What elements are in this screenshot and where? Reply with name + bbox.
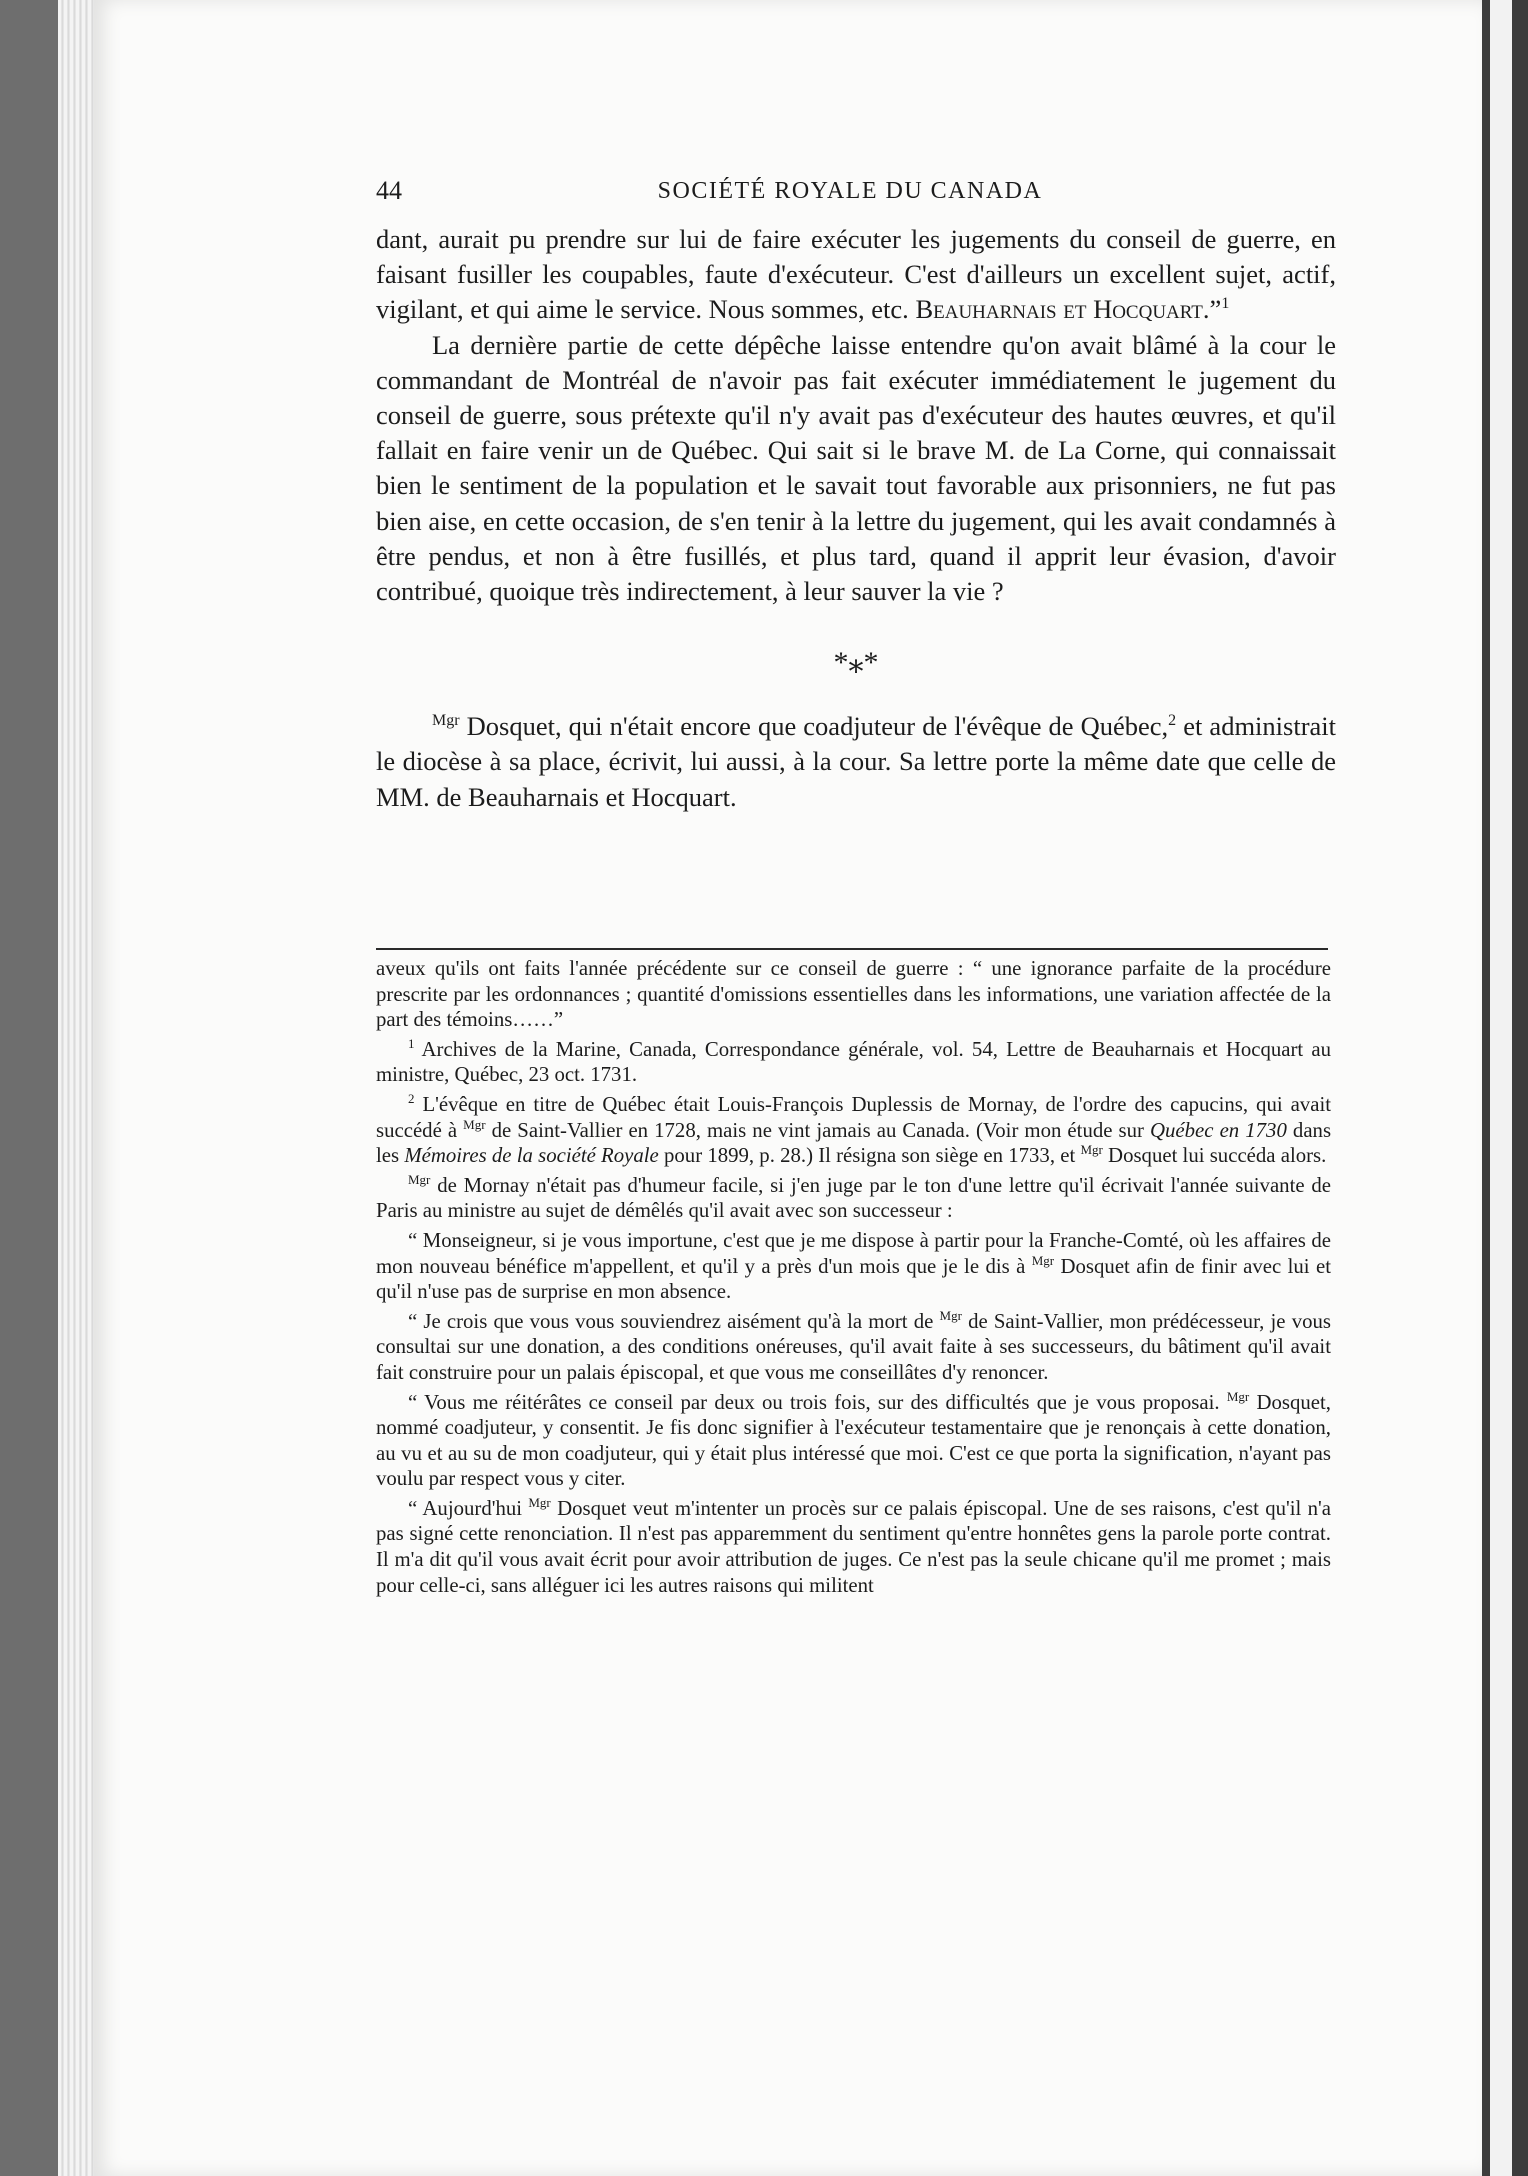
footnote-text: de Saint-Vallier, mon prédécesseur, je vous consultai sur une donation, a des conditions onéreuses, qu'il avait faite à ses successeurs, du bâtiment qu'il avait fait construire pour un palais épiscopal, et que vous me conseillâtes d'y renoncer. (376, 1309, 1331, 1384)
honorific: Mgr (408, 1171, 431, 1187)
paragraph-text: La dernière partie de cette dépêche laisse entendre qu'on avait blâmé à la cour le commandant de Montréal de n'avoir pas fait exécuter immédiatement le jugement du conseil de guerre, sous prétexte qu'il n'y avait pas d'exécuteur des hautes œuvres, et qu'il fallait en faire venir un de Québec. Qui sait si le brave M. de La Corne, qui connaissait bien le sentiment de la population et le savait tout favorable aux prisonniers, ne fut pas bien aise, en cette occasion, de s'en tenir à la lettre du jugement, qui les avait condamnés à être pendus, et non à être fusillés, et plus tard, quand il apprit leur évasion, d'avoir contribué, quoique très indirectement, à leur sauver la vie ? (376, 329, 1336, 607)
paragraph-continuation: dant, aurait pu prendre sur lui de faire exécuter les jugements du conseil de guerre, en faisant fusiller les coupables, faute d'exécuteur. C'est d'ailleurs un excellent sujet, actif, vigilant, et qui aime le service. Nous sommes, etc. Beauharnais et Hocquart.”$^1$ (376, 224, 1336, 325)
footnote-text: Archives de la Marine, Canada, Correspondance générale, vol. 54, Lettre de Beauharnais et Hocquart au ministre, Québec, 23 oct. 1731. (376, 1037, 1331, 1087)
footnote-quote (376, 1496, 1331, 1598)
footnotes (376, 956, 1331, 1602)
paragraph-text: Dosquet, qui n'était encore que coadjuteur de l'évêque de Québec, (466, 711, 1169, 742)
page-header (376, 176, 1324, 216)
footnote-ref: 2 (1168, 712, 1177, 730)
paragraph-text: et administrait le diocèse à sa place, écrivit, lui aussi, à la cour. Sa lettre porte la même date que celle de MM. de Beauharnais et Hocquart. (376, 711, 1337, 812)
footnote-text: de Mornay n'était pas d'humeur facile, si j'en juge par le ton d'une lettre qu'il écrivait l'année suivante de Paris au ministre au sujet de démêlés qu'il avait avec son successeur : (376, 1173, 1332, 1223)
section-separator: *⁎* (833, 646, 879, 680)
footnote-quote (376, 1390, 1331, 1492)
footnote-text: L'évêque en titre de Québec était Louis-François Duplessis de Mornay, de l'ordre des capucins, qui avait succédé à (376, 1092, 1331, 1142)
footnote-rule (376, 948, 1328, 950)
footnote-text: Dosquet, nommé coadjuteur, y consentit. Je fis donc signifier à l'exécuteur testamentaire que je renonçais à cette donation, au vu et au su de mon coadjuteur, qui y était plus intéressé que moi. C'est ce que porta la signification, n'ayant pas voulu par respect vous y citer. (376, 1390, 1331, 1491)
footnote-ref: 1 (1221, 295, 1230, 313)
footnote-text: de Saint-Vallier en 1728, mais ne vint jamais au Canada. (Voir mon étude sur (491, 1118, 1144, 1142)
footnote-text: pour 1899, p. 28.) Il résigna son siège en 1733, et (664, 1144, 1076, 1168)
paragraph (376, 709, 1336, 815)
footnote-quote (376, 1309, 1331, 1386)
paragraph-text: dant, aurait pu prendre sur lui de faire exécuter les jugements du conseil de guerre, en faisant fusiller les coupables, faute d'exécuteur. C'est d'ailleurs un excellent sujet, actif, vigilant, et qui aime le service. Nous sommes, etc. (376, 224, 1336, 325)
honorific: Mgr (939, 1307, 962, 1323)
page-number: 44 (376, 176, 402, 205)
letter-signature: Beauharnais et Hocquart. (915, 294, 1210, 325)
paragraph (376, 328, 1336, 610)
footnote-paragraph (376, 1173, 1331, 1224)
running-title: SOCIÉTÉ ROYALE DU CANADA (657, 178, 1043, 204)
footnote-mark: 1 (408, 1035, 415, 1051)
footnote-1 (376, 1037, 1331, 1088)
honorific: Mgr (1226, 1388, 1250, 1404)
footnote-mark: 2 (408, 1091, 415, 1107)
cited-title: Mémoires de la société Royale (404, 1144, 659, 1168)
footnote-text: Dosquet lui succéda alors. (1108, 1144, 1327, 1168)
honorific: Mgr (463, 1116, 486, 1132)
footnote-2 (376, 1092, 1331, 1169)
footnote-continuation: aveux qu'ils ont faits l'année précédente sur ce conseil de guerre : “ une ignorance parfaite de la procédure prescrite par les ordonnances ; quantité d'omissions essentielles dans les informations, une variation affectée de la part des témoins……” (376, 957, 1331, 1032)
footnote-text: Dosquet veut m'intenter un procès sur ce palais épiscopal. Une de ses raisons, c'est qu'il n'a pas signé cette renonciation. Il n'est pas apparemment du sentiment qu'entre honnêtes gens la parole porte contrat. Il m'a dit qu'il vous avait écrit pour avoir attribution de juges. Ce n'est pas la seule chicane qu'il me promet ; mais pour celle-ci, sans alléguer ici les autres raisons qui militent (376, 1496, 1332, 1597)
cited-title: Québec en 1730 (1150, 1118, 1287, 1142)
main-text (376, 222, 1336, 815)
scan-border-highlight (1490, 0, 1512, 2176)
footnote-text: dans les (376, 1118, 1332, 1168)
footnote-text: Dosquet afin de finir avec lui et qu'il n'use pas de surprise en mon absence. (376, 1254, 1331, 1304)
footnote-text: “ Vous me réitérâtes ce conseil par deux ou trois fois, sur des difficultés que je vous proposai. (408, 1390, 1220, 1414)
footnote-text: “ Aujourd'hui (408, 1496, 523, 1520)
honorific: Mgr (528, 1494, 551, 1510)
honorific: Mgr (1031, 1252, 1055, 1268)
honorific: Mgr (432, 712, 460, 730)
footnote-text: “ Monseigneur, si je vous importune, c'est que je me dispose à partir pour la Franche-Comté, où les affaires de mon nouveau bénéfice m'appellent, et qu'il y a près d'un mois que je le dis à (376, 1228, 1331, 1278)
footnote-quote (376, 1228, 1331, 1305)
footnote-text: “ Je crois que vous vous souviendrez aisément qu'à la mort de (408, 1309, 934, 1333)
honorific: Mgr (1080, 1142, 1103, 1158)
page-stack-edge (58, 0, 98, 2176)
